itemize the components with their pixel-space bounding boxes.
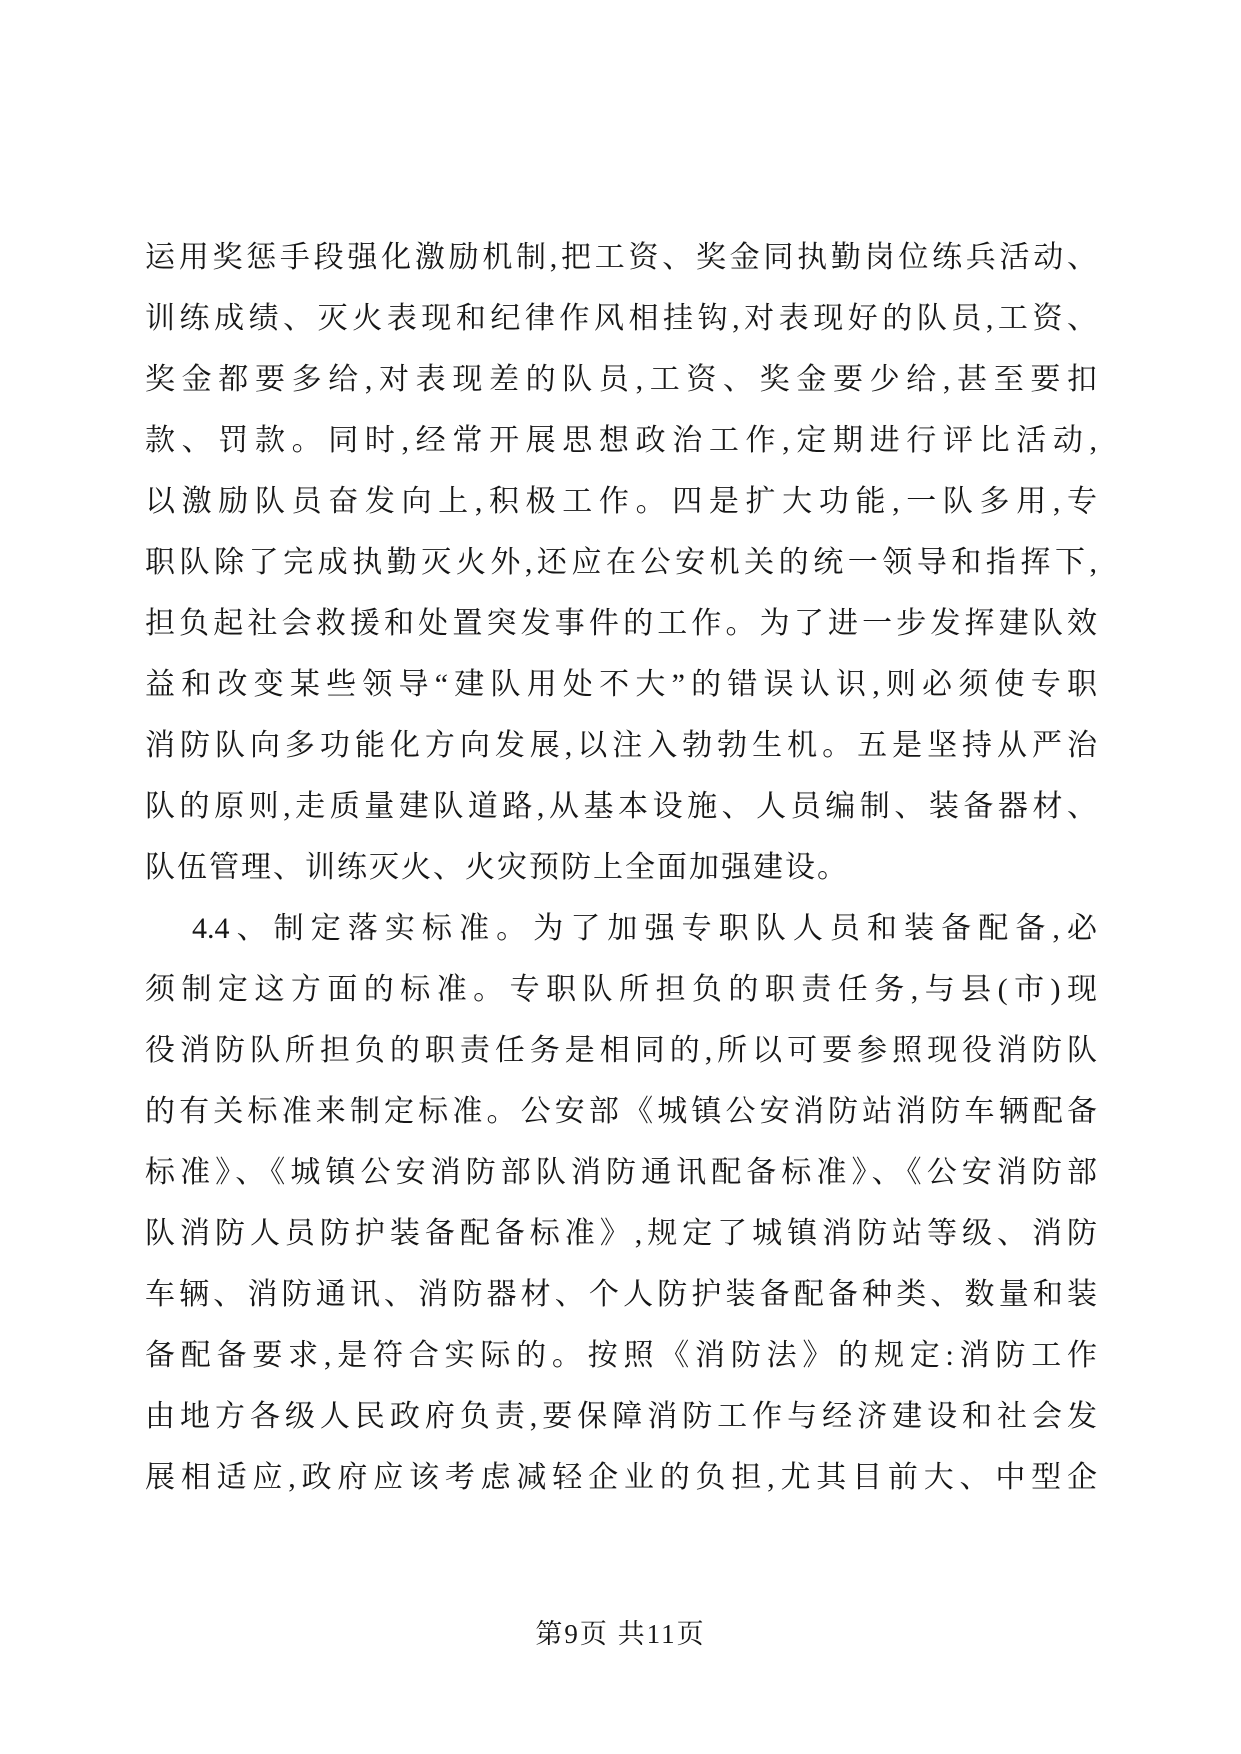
text-line: 以激励队员奋发向上,积极工作。四是扩大功能,一队多用,专 xyxy=(145,485,1097,518)
text-line: 训练成绩、灭火表现和纪律作风相挂钩,对表现好的队员,工资、 xyxy=(145,302,1097,335)
text-line: 车辆、消防通讯、消防器材、个人防护装备配备种类、数量和装 xyxy=(145,1278,1097,1311)
text-line: 奖金都要多给,对表现差的队员,工资、奖金要少给,甚至要扣 xyxy=(145,363,1097,396)
page-footer: 第9页 共11页 xyxy=(535,1619,706,1649)
text-line: 展相适应,政府应该考虑减轻企业的负担,尤其目前大、中型企 xyxy=(145,1461,1097,1494)
text-line: 须制定这方面的标准。专职队所担负的职责任务,与县(市)现 xyxy=(145,973,1097,1006)
text-line: 队消防人员防护装备配备标准》,规定了城镇消防站等级、消防 xyxy=(145,1217,1097,1250)
text-line: 运用奖惩手段强化激励机制,把工资、奖金同执勤岗位练兵活动、 xyxy=(145,241,1097,274)
text-line: 担负起社会救援和处置突发事件的工作。为了进一步发挥建队效 xyxy=(145,607,1097,640)
text-line: 由地方各级人民政府负责,要保障消防工作与经济建设和社会发 xyxy=(145,1400,1097,1433)
text-line: 备配备要求,是符合实际的。按照《消防法》的规定:消防工作 xyxy=(145,1339,1097,1372)
text-line: 益和改变某些领导“建队用处不大”的错误认识,则必须使专职 xyxy=(145,668,1097,701)
text-line: 4.4、制定落实标准。为了加强专职队人员和装备配备,必 xyxy=(192,912,1097,945)
text-line: 职队除了完成执勤灭火外,还应在公安机关的统一领导和指挥下, xyxy=(145,546,1097,579)
text-line: 标准》、《城镇公安消防部队消防通讯配备标准》、《公安消防部 xyxy=(145,1156,1097,1189)
text-line: 队伍管理、训练灭火、火灾预防上全面加强建设。 xyxy=(145,851,849,884)
text-line: 消防队向多功能化方向发展,以注入勃勃生机。五是坚持从严治 xyxy=(145,729,1097,762)
text-line: 队的原则,走质量建队道路,从基本设施、人员编制、装备器材、 xyxy=(145,790,1097,823)
text-line: 款、罚款。同时,经常开展思想政治工作,定期进行评比活动, xyxy=(145,424,1097,457)
text-line: 役消防队所担负的职责任务是相同的,所以可要参照现役消防队 xyxy=(145,1034,1097,1067)
text-line: 的有关标准来制定标准。公安部《城镇公安消防站消防车辆配备 xyxy=(145,1095,1097,1128)
document-body xyxy=(145,227,1097,1508)
